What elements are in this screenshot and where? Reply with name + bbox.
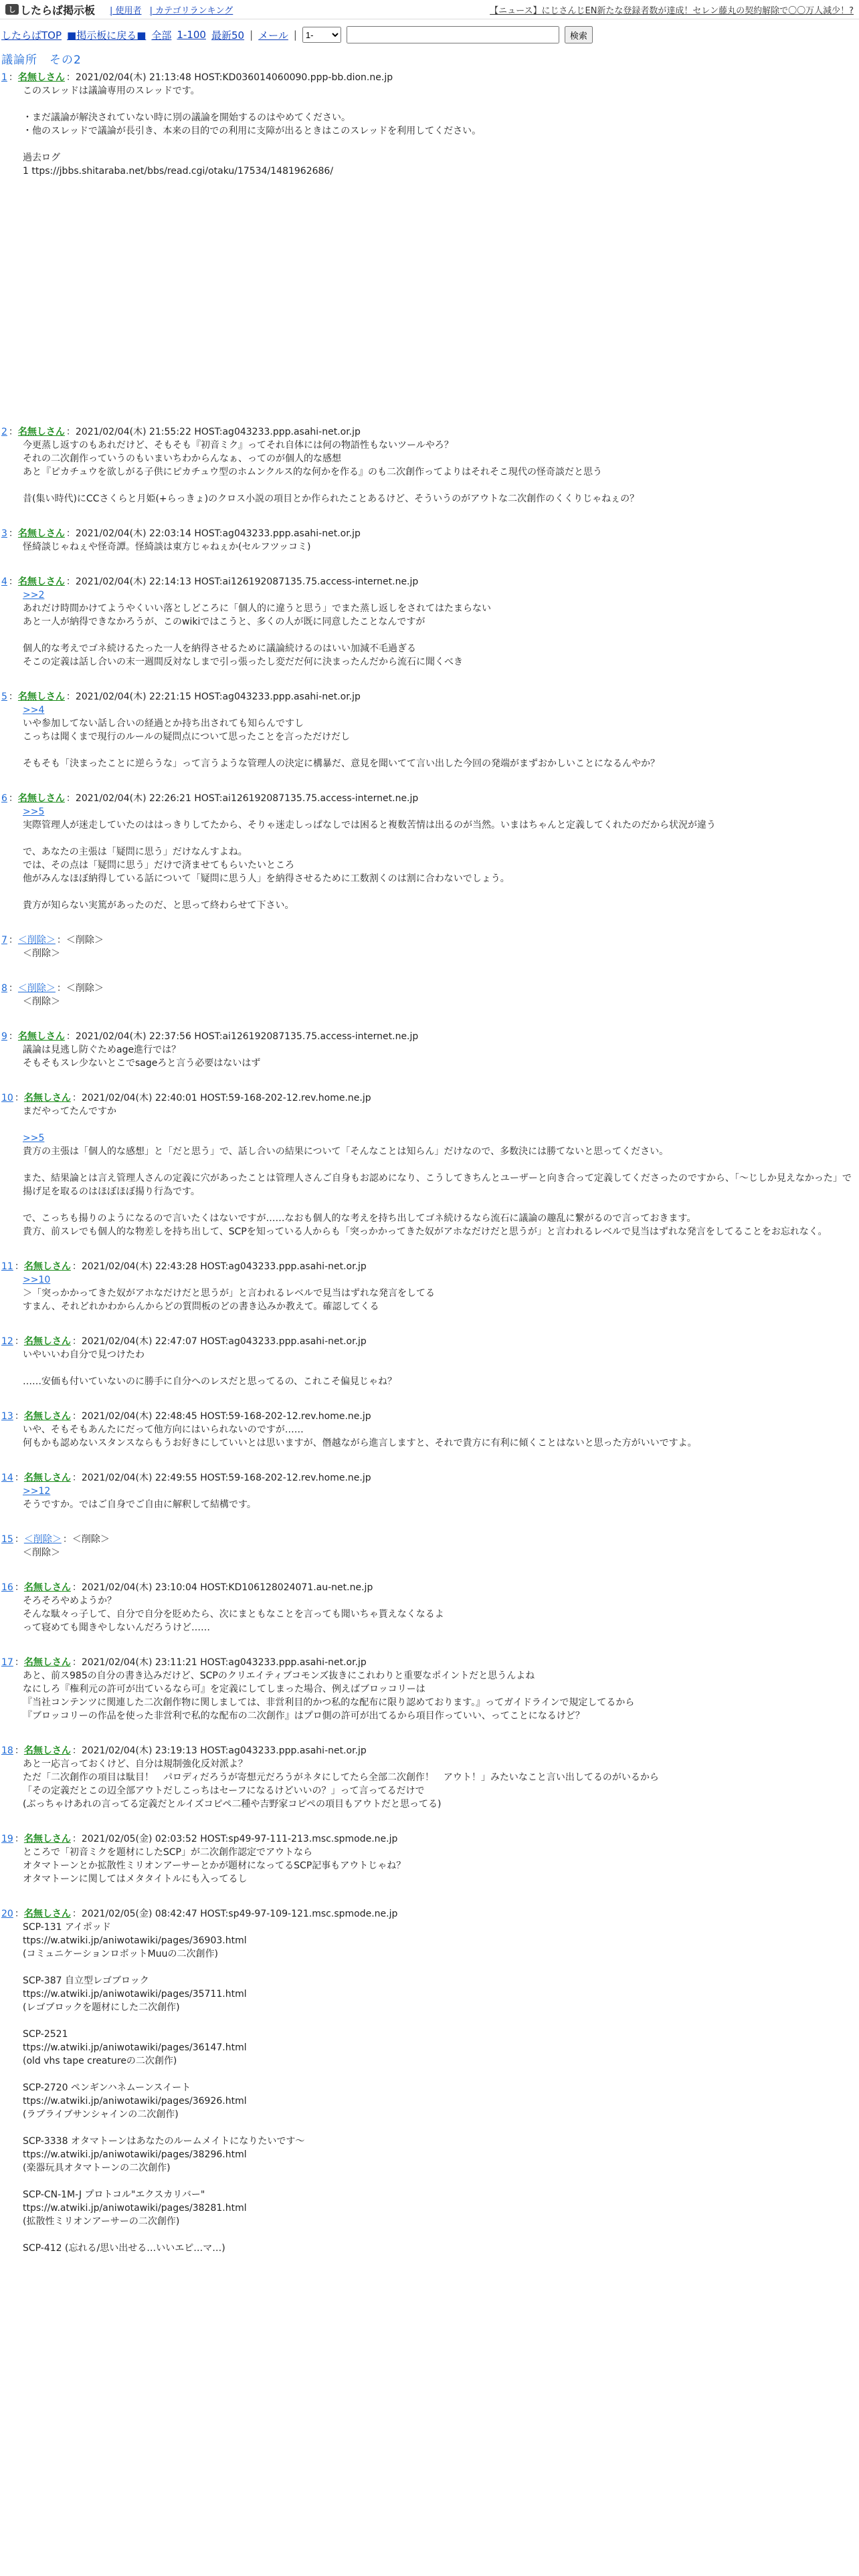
post-body — [23, 1273, 859, 1313]
post-16 — [0, 1581, 859, 1634]
poster-name-link[interactable]: 名無しさん — [23, 1261, 71, 1272]
post-header — [1, 1410, 859, 1423]
post-meta: ：2021/02/04(木) 22:21:15 HOST:ag043233.ppp.asahi-net.or.jp — [66, 691, 361, 702]
post-body — [23, 84, 859, 178]
post-19 — [0, 1832, 859, 1886]
post-meta: ：2021/02/04(木) 22:37:56 HOST:ai126192087135.75.access-internet.ne.jp — [66, 1031, 419, 1042]
all-posts-link[interactable]: 全部 — [151, 29, 172, 41]
post-meta: ：2021/02/04(木) 22:40:01 HOST:59-168-202-12.rev.home.ne.jp — [72, 1093, 371, 1103]
post-body — [23, 540, 859, 554]
post-body — [23, 1669, 859, 1723]
top-nav — [107, 3, 235, 16]
post-number-link[interactable]: 19 — [1, 1834, 13, 1844]
post-text: 今更蒸し返すのもあれだけど、そもそも『初音ミク』ってそれ自体には何の物語性もないツールやろ？ それの二次創作っていうのもいまいちわからんなぁ、ってのが個人的な感想 あと『ピカチュウを欲しがる子供にピカチュウ型のホムンクルス的な何かを作る』のも二次創作ってよりはそれそこ現代の怪奇談だと思う 昔(集い時代)にCCさくらと月姫(+らっきょ)のクロス小説の項目とか作られたことあるけど、そういうのがアウトな二次創作のくくりじゃねぇの？ — [23, 440, 640, 504]
post-text: ＜削除＞ — [23, 948, 60, 959]
reply-anchor-link[interactable]: >>10 — [23, 1275, 51, 1285]
poster-name-link[interactable]: 名無しさん — [23, 1093, 71, 1103]
site-logo[interactable] — [5, 2, 95, 17]
post-meta: ：2021/02/04(木) 21:55:22 HOST:ag043233.ppp.asahi-net.or.jp — [66, 427, 361, 437]
post-number-link[interactable]: 3 — [1, 528, 7, 539]
poster-name-link[interactable]: 名無しさん — [17, 793, 65, 804]
logo-mark-icon: し — [5, 4, 19, 15]
post-20 — [0, 1907, 859, 2255]
post-header — [1, 1335, 859, 1348]
search-button[interactable]: 検索 — [565, 26, 593, 43]
mail-link[interactable]: メール — [258, 29, 288, 41]
post-number-separator: ： — [14, 1336, 24, 1347]
post-number-link[interactable]: 11 — [1, 1261, 13, 1272]
post-5 — [0, 690, 859, 770]
poster-name-link[interactable]: 名無しさん — [23, 1834, 71, 1844]
top-bar — [0, 0, 859, 19]
post-number-separator: ： — [8, 793, 18, 804]
nav-usage-link[interactable]: | 使用者 — [110, 5, 142, 16]
post-text: 怪綺談じゃねぇや怪奇譚。怪綺談は東方じゃねぇか(セルフツッコミ) — [23, 542, 311, 552]
post-number-link[interactable]: 15 — [1, 1534, 13, 1545]
post-number-separator: ： — [14, 1834, 24, 1844]
post-number-separator: ： — [14, 1582, 24, 1593]
post-body — [23, 1846, 859, 1886]
post-meta: ：2021/02/04(木) 22:43:28 HOST:ag043233.ppp.asahi-net.or.jp — [72, 1261, 367, 1272]
post-number-separator: ： — [14, 1261, 24, 1272]
post-body — [23, 1594, 859, 1634]
post-14 — [0, 1471, 859, 1511]
post-number-link[interactable]: 4 — [1, 576, 7, 587]
post-text: あと、前ス985の自分の書き込みだけど、SCPのクリエイティブコモンズ抜きにこれわりと重要なポイントだと思うんよね なにしろ『権利元の許可が出ているなら可』を定義にしてしまった場合、例えばブロッコリーは 『当社コンテンツに関連した二次創作物に関しましては、非営利目的かつ私的な配布に限り認めております。』ってガイドラインで規定してるから 『ブロッコリーの作品を使った非営利で私的な配布の二次創作』はプロ側の許可が出てるから項目作っていい、ってことになるけど？ — [23, 1671, 635, 1721]
post-meta: ：2021/02/05(金) 08:42:47 HOST:sp49-97-109-121.msc.spmode.ne.jp — [72, 1909, 398, 1919]
post-meta: ：2021/02/04(木) 22:26:21 HOST:ai126192087135.75.access-internet.ne.jp — [66, 793, 419, 804]
post-number-separator: ： — [8, 691, 18, 702]
post-meta: ：2021/02/04(木) 22:49:55 HOST:59-168-202-12.rev.home.ne.jp — [72, 1473, 371, 1483]
post-header — [1, 1907, 859, 1921]
post-number-link[interactable]: 17 — [1, 1657, 13, 1668]
post-meta: ：2021/02/04(木) 23:19:13 HOST:ag043233.ppp.asahi-net.or.jp — [72, 1745, 367, 1756]
post-number-link[interactable]: 16 — [1, 1582, 13, 1593]
post-text: 貴方の主張は「個人的な感想」と「だと思う」で、話し合いの結果について「そんなことは知らん」だけなので、多数決には勝てないと思ってください。 また、結果論とは言え管理人さんの定義に穴があったことは管理人さんご自身もお認めになり、こうしてきちんとユーザーと向き合って定義してくださったのですから、「～じしか見えなかった」で揚げ足を取るのはほぼほぼ揚り行為です。 で、こっちも揚りのようになるので言いたくはないですが……なおも個人的な考えを持ち出してゴネ続けるなら流石に議論の趣乱に繋がるので言っておきます。 貴方、前スレでも個人的な物差しを持ち出して、SCPを知っている人からも「突っかかってきた奴がアホなだけだと思うが」と言われるレベルで見当はずれな発言をしてることをお忘れなく。 — [23, 1146, 852, 1237]
post-header — [1, 1832, 859, 1846]
post-number-link[interactable]: 9 — [1, 1031, 7, 1042]
post-number-separator: ： — [14, 1473, 24, 1483]
post-meta: ：2021/02/04(木) 22:47:07 HOST:ag043233.ppp.asahi-net.or.jp — [72, 1336, 367, 1347]
post-text: あと一応言っておくけど、自分は規制強化反対派よ？ ただ「二次創作の項目は駄目！ パロディだろうが寄想元だろうがネタにしてたら全部二次創作！ アウト！」みたいなこと言い出してるのがいるから 「その定義だとこの辺全部アウトだしこっちはセーフになるけどいいの？」って言ってるだけで (ぶっちゃけあれの言ってる定義だとルイズコピペ二種や吉野家コピペの項目もアウトだと思ってる) — [23, 1759, 659, 1810]
poster-name-link[interactable]: 名無しさん — [23, 1657, 71, 1668]
post-number-link[interactable]: 5 — [1, 691, 7, 702]
post-number-separator: ： — [14, 1534, 24, 1545]
post-number-link[interactable]: 12 — [1, 1336, 13, 1347]
nav-separator: | — [293, 29, 297, 41]
post-text: ＜削除＞ — [23, 1547, 60, 1558]
post-meta: ：2021/02/04(木) 21:13:48 HOST:KD036014060090.ppp-bb.dion.ne.jp — [66, 72, 393, 83]
post-body — [23, 805, 859, 912]
nav-separator: | — [250, 29, 254, 41]
post-meta: ：2021/02/04(木) 22:03:14 HOST:ag043233.ppp.asahi-net.or.jp — [66, 528, 361, 539]
post-number-link[interactable]: 10 — [1, 1093, 13, 1103]
post-meta: ：＜削除＞ — [62, 1534, 110, 1545]
post-body — [23, 1105, 859, 1239]
post-number-separator: ： — [8, 576, 18, 587]
post-number-separator: ： — [14, 1093, 24, 1103]
post-number-separator: ： — [8, 427, 18, 437]
post-text: まだやってたんですか — [23, 1106, 116, 1117]
post-4 — [0, 575, 859, 669]
post-meta: ：＜削除＞ — [56, 935, 104, 946]
post-body — [23, 439, 859, 506]
post-header — [1, 527, 859, 540]
reply-anchor-link[interactable]: >>12 — [23, 1486, 51, 1497]
post-body — [23, 1485, 859, 1511]
post-body — [23, 1757, 859, 1811]
post-number-separator: ： — [8, 528, 18, 539]
poster-name-link[interactable]: 名無しさん — [17, 72, 65, 83]
post-3 — [0, 527, 859, 554]
back-to-board-link[interactable]: ■掲示板に戻る■ — [67, 29, 147, 41]
post-text: ＜削除＞ — [23, 996, 60, 1007]
post-10 — [0, 1091, 859, 1239]
poster-name-link[interactable]: ＜削除＞ — [23, 1534, 62, 1545]
post-meta: ：＜削除＞ — [56, 983, 104, 994]
post-17 — [0, 1656, 859, 1723]
post-header — [1, 1030, 859, 1043]
reply-anchor-link[interactable]: >>2 — [23, 590, 45, 601]
reply-anchor-link[interactable]: >>5 — [23, 1133, 45, 1144]
post-6 — [0, 792, 859, 912]
top-link[interactable]: したらばTOP — [1, 29, 62, 41]
post-header — [1, 1091, 859, 1105]
nav-ranking-link[interactable]: | カテゴリランキング — [149, 5, 233, 16]
poster-name-link[interactable]: 名無しさん — [23, 1336, 71, 1347]
post-body — [23, 1348, 859, 1388]
reply-anchor-link[interactable]: >>5 — [23, 807, 45, 817]
post-text: そうですか。ではご自身でご自由に解釈して結構です。 — [23, 1499, 256, 1510]
post-number-separator: ： — [14, 1411, 24, 1422]
post-header — [1, 1581, 859, 1594]
post-header — [1, 1260, 859, 1273]
post-text: いや参加してない話し合いの経過とか持ち出されても知らんですし こっちは聞くまで現行のルールの疑問点について思ったことを言っただけだし そもそも「決まったことに逆らうな」って言うような管理人の決定に構暴だ、意見を聞いてて言い出した今回の発端がまずおかしいことになるんやか？ — [23, 718, 660, 769]
post-number-link[interactable]: 20 — [1, 1909, 13, 1919]
post-meta: ：2021/02/04(木) 22:14:13 HOST:ai126192087135.75.access-internet.ne.jp — [66, 576, 419, 587]
post-number-separator: ： — [14, 1745, 24, 1756]
post-meta: ：2021/02/04(木) 23:10:04 HOST:KD106128024071.au-net.ne.jp — [72, 1582, 373, 1593]
post-number-link[interactable]: 13 — [1, 1411, 13, 1422]
post-number-separator: ： — [8, 1031, 18, 1042]
post-text: ＞「突っかかってきた奴がアホなだけだと思うが」と言われるレベルで見当はずれな発言をしてる すまん、それどれかわからんからどの質問板のどの書き込みか教えて。確認してくる — [23, 1288, 435, 1312]
poster-name-link[interactable]: 名無しさん — [23, 1473, 71, 1483]
post-12 — [0, 1335, 859, 1388]
logo-text: したらば掲示板 — [20, 3, 96, 17]
thread-nav — [0, 19, 859, 50]
post-meta: ：2021/02/04(木) 22:48:45 HOST:59-168-202-12.rev.home.ne.jp — [72, 1411, 371, 1422]
post-header — [1, 1471, 859, 1485]
poster-name-link[interactable]: 名無しさん — [17, 1031, 65, 1042]
poster-name-link[interactable]: 名無しさん — [23, 1909, 71, 1919]
poster-name-link[interactable]: 名無しさん — [17, 576, 65, 587]
post-text: いや、そもそもあんたにだって他方向にはいられないのですが…… 何もかも認めないスタンスならもうお好きにしていいとは思いますが、僭越ながら進言しますと、それで貴方に有利に傾くことはないと思った方がいいですよ。 — [23, 1424, 697, 1448]
reply-anchor-link[interactable]: >>4 — [23, 705, 45, 716]
post-body — [23, 1546, 859, 1560]
post-header — [1, 425, 859, 439]
post-2 — [0, 425, 859, 506]
post-number-separator: ： — [8, 72, 18, 83]
post-8 — [0, 982, 859, 1008]
news-ticker-link[interactable]: 【ニュース】にじさんじEN新たな登録者数が達成！セレン藤丸の契約解除で〇〇万人減少！? — [490, 5, 854, 16]
post-7 — [0, 934, 859, 960]
post-11 — [0, 1260, 859, 1313]
post-body — [23, 1921, 859, 2255]
post-text: いやいいわ自分で見つけたわ ……安価も付いていないのに勝手に自分へのレスだと思ってるの、これこそ偏見じゃね？ — [23, 1350, 397, 1387]
poster-name-link[interactable]: ＜削除＞ — [17, 983, 56, 994]
post-9 — [0, 1030, 859, 1070]
range-select[interactable] — [302, 27, 341, 43]
post-header — [1, 71, 859, 84]
post-text: このスレッドは議論専用のスレッドです。 ・まだ議論が解決されていない時に別の議論を開始するのはやめてください。 ・他のスレッドで議論が長引き、本来の目的での利用に支障が出るときはこのスレッドを利用してください。 過去ログ 1 ttps://jbbs.shitaraba.net/bbs/read.cgi/otaku/17534/1481962686/ — [23, 86, 482, 177]
post-header — [1, 1656, 859, 1669]
post-meta: ：2021/02/04(木) 23:11:21 HOST:ag043233.ppp.asahi-net.or.jp — [72, 1657, 367, 1668]
post-header — [1, 982, 859, 995]
post-number-separator: ： — [14, 1909, 24, 1919]
post-body — [23, 995, 859, 1008]
post-number-link[interactable]: 18 — [1, 1745, 13, 1756]
posts-1-100-link[interactable]: 1-100 — [177, 29, 206, 41]
post-text: あれだけ時間かけてようやくいい落としどころに「個人的に違うと思う」でまた蒸し返しをされてはたまらない あと一人が納得できなかろうが、このwikiではこうと、多くの人が既に同意したことなんですが 個人的な考えでゴネ続けるたった一人を納得させるために議論続けるのはいい加減不毛過ぎる そこの定義は話し合いの末一週間反対なしまで引っ張ったし変だだ何に決まったんだから流石に聞くべき — [23, 603, 491, 667]
post-number-link[interactable]: 7 — [1, 935, 7, 946]
post-text: SCP-131 アイポッド ttps://w.atwiki.jp/aniwotawiki/pages/36903.html (コミュニケーションロボットMuuの二次創作) SCP-387 自立型レゴブロック ttps://w.atwiki.jp/aniwotawiki/pages/35711.html (レゴブロックを題材にした二次創作) SCP-2521 ttps://w.atwiki.jp/aniwotawiki/pages/36147.html (old vhs tape creatureの二次創作) SCP-2720 ペンギンハネムーンスイート ttps://w.atwiki.jp/aniwotawiki/pages/36926.html (ラブライブサンシャインの二次創作) SCP-3338 オタマトーンはあなたのルームメイトになりたいです〜 ttps://w.atwiki.jp/aniwotawiki/pages/38296.html (楽器玩具オタマトーンの二次創作) SCP-CN-1M-J プロトコル"エクスカリバー" ttps://w.atwiki.jp/aniwotawiki/pages/38281.html (拡散性ミリオンアーサーの二次創作) SCP-412 (忘れる/思い出せる…いいエピ…マ…) — [23, 1922, 305, 2254]
post-number-separator: ： — [14, 1657, 24, 1668]
poster-name-link[interactable]: 名無しさん — [17, 528, 65, 539]
post-number-separator: ： — [8, 983, 18, 994]
post-18 — [0, 1744, 859, 1811]
post-body — [23, 1423, 859, 1450]
post-number-link[interactable]: 6 — [1, 793, 7, 804]
post-15 — [0, 1533, 859, 1560]
post-list — [0, 71, 859, 2255]
post-header — [1, 792, 859, 805]
post-header — [1, 690, 859, 704]
post-1 — [0, 71, 859, 178]
poster-name-link[interactable]: 名無しさん — [17, 427, 65, 437]
post-text: ところで「初音ミクを題材にしたSCP」が二次創作認定でアウトなら オタマトーンとか拡散性ミリオンアーサーとかが題材になってるSCP記事もアウトじゃね？ オタマトーンに関してはメタタイトルにも入ってるし — [23, 1847, 406, 1885]
post-meta: ：2021/02/05(金) 02:03:52 HOST:sp49-97-111-213.msc.spmode.ne.jp — [72, 1834, 398, 1844]
post-body — [23, 588, 859, 669]
poster-name-link[interactable]: ＜削除＞ — [17, 935, 56, 946]
post-header — [1, 1533, 859, 1546]
post-text: 実際管理人が迷走していたのははっきりしてたから、そりゃ迷走しっぱなしでは困ると複数苦情は出るのが当然。いまはちゃんと定義してくれたのだから状況が違う で、あなたの主張は「疑問に思う」だけなんすよね。 では、その点は「疑問に思う」だけで済ませてもらいたいところ 他がみんなほぼ納得している話について「疑問に思う人」を納得させるために工数割くのは割に合わないでしょう。 貴方が知らない実篤があったのだ、と思って終わらせて下さい。 — [23, 820, 716, 911]
post-body — [23, 1043, 859, 1070]
poster-name-link[interactable]: 名無しさん — [23, 1745, 71, 1756]
poster-name-link[interactable]: 名無しさん — [23, 1582, 71, 1593]
poster-name-link[interactable]: 名無しさん — [23, 1411, 71, 1422]
search-input[interactable] — [347, 26, 559, 43]
post-header — [1, 575, 859, 588]
post-body — [23, 947, 859, 960]
post-number-link[interactable]: 14 — [1, 1473, 13, 1483]
post-number-link[interactable]: 1 — [1, 72, 7, 83]
post-header — [1, 934, 859, 947]
post-text: そろそろやめようか？ そんな駄々っ子して、自分で自分を貶めたら、次にまともなことを言っても聞いちゃ貰えなくなるよ って寝めても聞きやしないんだろうけど…… — [23, 1596, 444, 1633]
post-text: 議論は見逃し防ぐためage進行では？ そもそもスレ少ないとこでsageろと言う必要はないはず — [23, 1045, 261, 1069]
post-13 — [0, 1410, 859, 1450]
thread-title: 議論所 その2 — [1, 53, 82, 67]
post-number-link[interactable]: 2 — [1, 427, 7, 437]
poster-name-link[interactable]: 名無しさん — [17, 691, 65, 702]
post-number-link[interactable]: 8 — [1, 983, 7, 994]
post-body — [23, 704, 859, 770]
post-number-separator: ： — [8, 935, 18, 946]
latest-50-link[interactable]: 最新50 — [211, 29, 245, 41]
post-header — [1, 1744, 859, 1757]
